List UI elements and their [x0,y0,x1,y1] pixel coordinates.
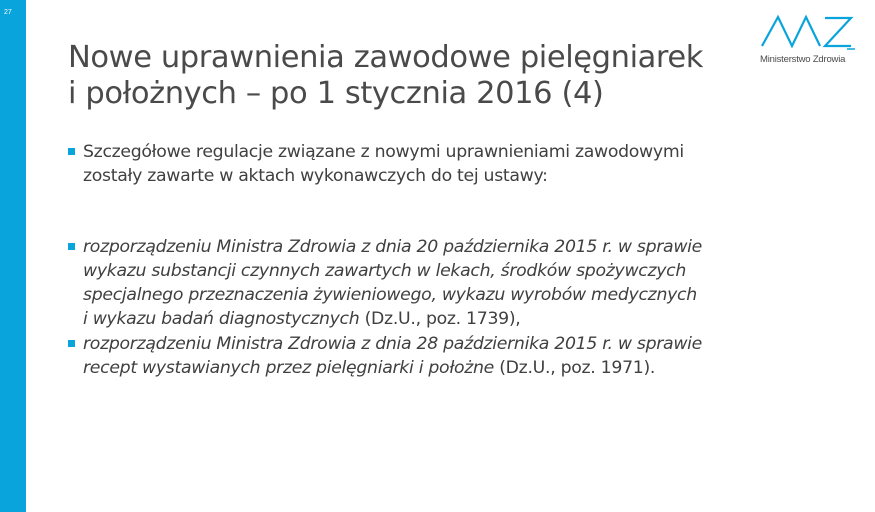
bullet-regulation-1739 [68,235,848,332]
bullet-line: rozporządzeniu Ministra Zdrowia z dnia 20 października 2015 r. w sprawie [83,236,703,257]
bullet-line: wykazu substancji czynnych zawartych w lekach, środków spożywczych [83,260,687,281]
bullet-line: Szczegółowe regulacje związane z nowymi uprawnieniami zawodowymi [83,142,684,162]
logo-text: Ministerstwo Zdrowia [760,54,846,65]
bullet-line: recept wystawianych przez pielęgniarki i położne [83,358,495,379]
slide-number: 27 [4,9,12,16]
citation: (Dz.U., poz. 1971). [499,358,656,379]
bullet-line: i wykazu badań diagnostycznych [83,309,360,330]
slide-body [68,140,848,380]
bullet-line: zostały zawarte w aktach wykonawczych do tej ustawy: [83,166,548,187]
bullet-regulation-1971 [68,332,848,381]
bullet-line: specjalnego przeznaczenia żywieniowego, wykazu wyrobów medycznych [83,285,697,306]
bullet-line: rozporządzeniu Ministra Zdrowia z dnia 28 października 2015 r. w sprawie [83,333,703,354]
bullet-marker [68,243,75,250]
page-title [68,40,758,112]
ministry-logo [757,14,861,70]
title-line-2: i położnych – po 1 stycznia 2016 (4) [68,76,604,111]
bullet-marker [68,148,75,155]
mz-logo-icon [761,14,857,50]
sidebar-accent-bar [0,0,26,512]
citation: (Dz.U., poz. 1739), [364,309,521,330]
bullet-intro [68,140,848,189]
bullet-marker [68,340,75,347]
title-line-1: Nowe uprawnienia zawodowe pielęgniarek [68,40,704,75]
